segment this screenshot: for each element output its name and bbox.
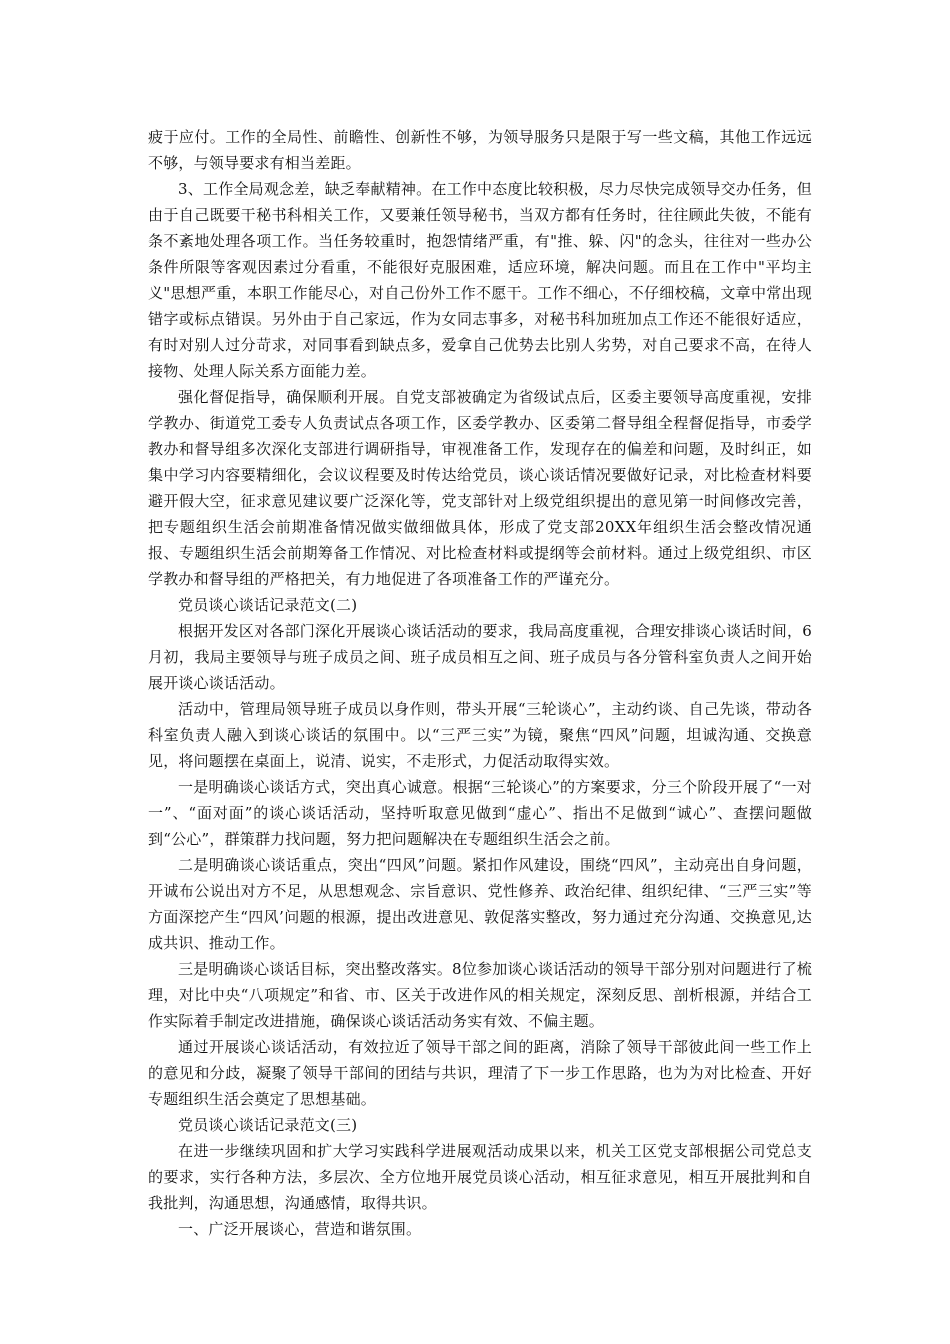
document-body <box>148 124 812 1242</box>
paragraph-summary-2: 通过开展谈心谈话活动，有效拉近了领导干部之间的距离，消除了领导干部彼此间一些工作上的意见和分歧，凝聚了领导干部间的团结与共识，理清了下一步工作思路，也为为对比检查、开好专题组织生活会奠定了思想基础。 <box>148 1038 812 1108</box>
paragraph-intro-3: 在进一步继续巩固和扩大学习实践科学进展观活动成果以来，机关工区党支部根据公司党总支的要求，实行各种方法，多层次、全方位地开展党员谈心活动，相互征求意见，相互开展批判和自我批判，沟通思想，沟通感情，取得共识。 <box>148 1142 812 1212</box>
paragraph-supervision: 强化督促指导，确保顺利开展。自党支部被确定为省级试点后，区委主要领导高度重视，安排学教办、街道党工委专人负责试点各项工作，区委学教办、区委第二督导组全程督促指导，市委学教办和督导组多次深化支部进行调研指导，审视准备工作，发现存在的偏差和问题，及时纠正，如集中学习内容要精细化，会议议程要及时传达给党员，谈心谈话情况要做好记录，对比检查材料要避开假大空，征求意见建议要广泛深化等，党支部针对上级党组织提出的意见第一时间修改完善，把专题组织生活会前期准备情况做实做细做具体，形成了党支部20XX年组织生活会整改情况通报、专题组织生活会前期筹备工作情况、对比检查材料或提纲等会前材料。通过上级党组织、市区学教办和督导组的严格把关，有力地促进了各项准备工作的严谨充分。 <box>148 388 812 588</box>
paragraph-intro-2: 根据开发区对各部门深化开展谈心谈话活动的要求，我局高度重视，合理安排谈心谈话时间，6月初，我局主要领导与班子成员之间、班子成员相互之间、班子成员与各分管科室负责人之间开始展开谈心谈话活动。 <box>148 622 812 692</box>
paragraph-activity: 活动中，管理局领导班子成员以身作则，带头开展“三轮谈心”，主动约谈、自己先谈，带动各科室负责人融入到谈心谈话的氛围中。以“三严三实”为镜，聚焦“四风”问题，坦诚沟通、交换意见，将问题摆在桌面上，说清、说实，不走形式，力促活动取得实效。 <box>148 700 812 770</box>
section-heading-2: 党员谈心谈话记录范文(二) <box>178 596 358 614</box>
paragraph-point-3: 三是明确谈心谈话目标，突出整改落实。8位参加谈心谈话活动的领导干部分别对问题进行了梳理，对比中央“八项规定”和省、市、区关于改进作风的相关规定，深刻反思、剖析根源，并结合工作实际着手制定改进措施，确保谈心谈话活动务实有效、不偏主题。 <box>148 960 812 1030</box>
subheading-1: 一、广泛开展谈心，营造和谐氛围。 <box>178 1220 422 1238</box>
paragraph-item-3: 3、工作全局观念差，缺乏奉献精神。在工作中态度比较积极，尽力尽快完成领导交办任务，但由于自己既要干秘书科相关工作，又要兼任领导秘书，当双方都有任务时，往往顾此失彼，不能有条不紊地处理各项工作。当任务较重时，抱怨情绪严重，有"推、躲、闪"的念头，往往对一些办公条件所限等客观因素过分看重，不能很好克服困难，适应环境，解决问题。而且在工作中"平均主义"思想严重，本职工作能尽心，对自己份外工作不愿干。工作不细心，不仔细校稿，文章中常出现错字或标点错误。另外由于自己家远，作为女同志事多，对秘书科加班加点工作还不能很好适应，有时对别人过分苛求，对同事看到缺点多，爱拿自己优势去比别人劣势，对自己要求不高，在待人接物、处理人际关系方面能力差。 <box>148 180 812 380</box>
paragraph-point-2: 二是明确谈心谈话重点，突出“四风”问题。紧扣作风建设，围绕“四风”，主动亮出自身问题，开诚布公说出对方不足，从思想观念、宗旨意识、党性修养、政治纪律、组织纪律、“三严三实”等方面深挖产生“四风’问题的根源，提出改进意见、敦促落实整改，努力通过充分沟通、交换意见,达成共识、推动工作。 <box>148 856 812 952</box>
paragraph-point-1: 一是明确谈心谈话方式，突出真心诚意。根据“三轮谈心”的方案要求，分三个阶段开展了“一对一”、“面对面”的谈心谈话活动，坚持听取意见做到“虚心”、指出不足做到“诚心”、查摆问题做到“公心”，群策群力找问题，努力把问题解决在专题组织生活会之前。 <box>148 778 812 848</box>
section-heading-3: 党员谈心谈话记录范文(三) <box>178 1116 358 1134</box>
paragraph-continuation: 疲于应付。工作的全局性、前瞻性、创新性不够，为领导服务只是限于写一些文稿，其他工作远远不够，与领导要求有相当差距。 <box>148 128 812 172</box>
